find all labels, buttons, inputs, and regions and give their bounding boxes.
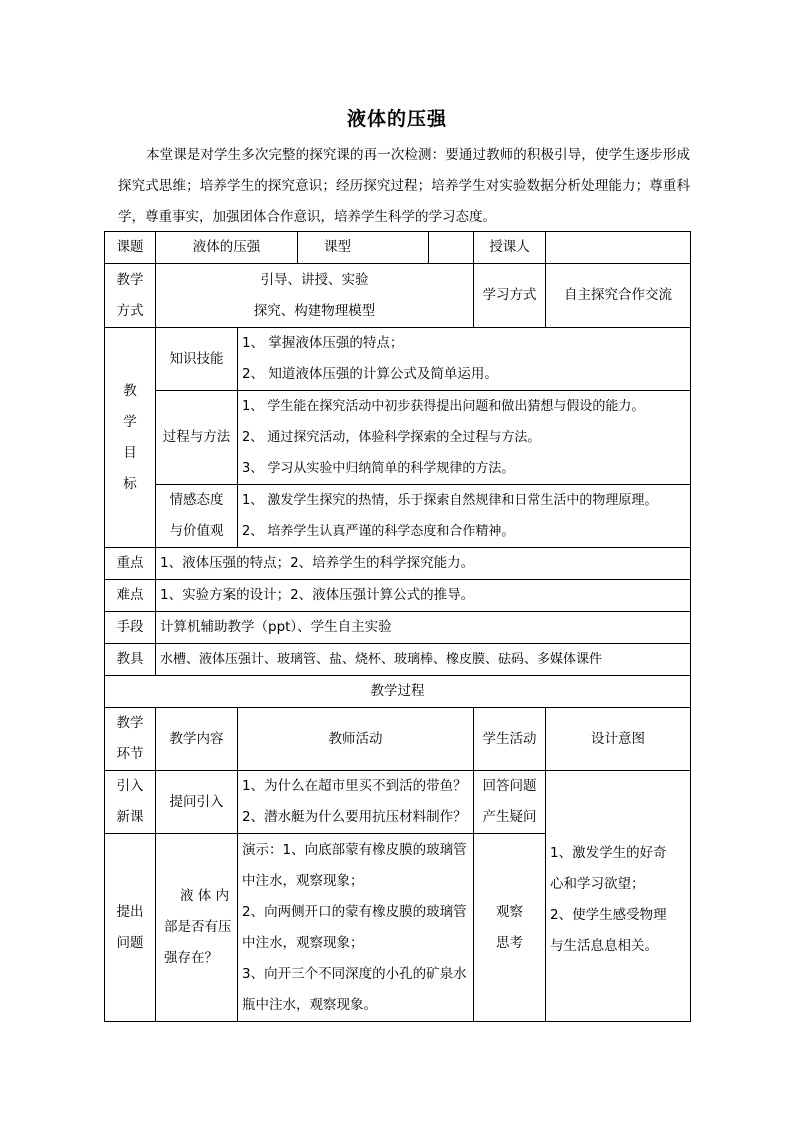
row2-stage-line-2: 问题 (116, 934, 144, 951)
row2-teacher-line-2: 中注水，观察现象； (242, 872, 364, 889)
key-label: 重点 (105, 548, 156, 580)
lesson-plan-table (104, 231, 691, 1022)
method-label (105, 264, 156, 328)
goals-label-char-2: 学 (123, 413, 137, 430)
header-stage-line-1: 教学 (116, 715, 144, 731)
row2-teacher-line-1: 演示：1、向底部蒙有橡皮膜的玻璃管 (242, 841, 467, 858)
topic-label: 课题 (105, 232, 156, 264)
tools-value: 水槽、液体压强计、玻璃管、盐、烧杯、玻璃棒、橡皮膜、砝码、多媒体课件 (156, 644, 691, 676)
method-value (156, 264, 474, 328)
row2-teacher (238, 834, 474, 1022)
learn-value: 自主探究合作交流 (546, 264, 691, 328)
emotion-label-line-2: 与价值观 (169, 523, 224, 539)
knowledge-item-2: 2、 知道液体压强的计算公式及简单运用。 (242, 366, 498, 382)
process-section-title: 教学过程 (105, 676, 691, 708)
row2-content-line-3: 强存在？ (164, 950, 218, 966)
row1-content: 提问引入 (156, 771, 238, 834)
process-row-intro (105, 771, 691, 834)
goals-label-char-1: 教 (123, 382, 137, 399)
process-item-2: 2、 通过探究活动，体验科学探索的全过程与方法。 (242, 430, 541, 445)
goal-row-emotion (105, 485, 691, 548)
document-title: 液体的压强 (346, 108, 447, 130)
row2-student-line-1: 观察 (496, 903, 523, 920)
intent-line-3: 2、使学生感受物理 (550, 907, 667, 923)
row1-teacher-line-2: 2、潜水艇为什么要用抗压材料制作？ (242, 809, 467, 825)
row1-teacher (238, 771, 474, 834)
row2-teacher-line-6: 瓶中注水，观察现象。 (242, 996, 377, 1013)
header-student: 学生活动 (474, 708, 546, 771)
emotion-label-line-1: 情感态度 (169, 492, 224, 508)
process-section-row (105, 676, 691, 708)
info-row-topic (105, 232, 691, 264)
method-label-line-1: 教学 (116, 271, 144, 288)
method-line-2: 探究、构建物理模型 (253, 302, 376, 319)
emotion-item-1: 1、 激发学生探究的热情，乐于探索自然规律和日常生活中的物理原理。 (242, 493, 658, 508)
emotion-items (238, 485, 691, 548)
row2-content-line-1: 液 体 内 (180, 888, 230, 904)
row2-student (474, 834, 546, 1022)
emotion-item-2: 2、 培养学生认真严谨的科学态度和合作精神。 (242, 524, 515, 539)
row1-stage (105, 771, 156, 834)
row2-teacher-line-4: 中注水，观察现象； (242, 934, 364, 951)
topic-value: 液体的压强 (156, 232, 298, 264)
row2-stage (105, 834, 156, 1022)
header-stage (105, 708, 156, 771)
key-row (105, 548, 691, 580)
intent-line-1: 1、激发学生的好奇 (550, 845, 667, 861)
header-teacher: 教师活动 (238, 708, 474, 771)
goals-label-char-3: 目 (123, 444, 137, 461)
row1-student-line-1: 回答问题 (482, 778, 537, 794)
row2-stage-line-1: 提出 (116, 903, 144, 920)
header-intent: 设计意图 (546, 708, 691, 771)
type-value (429, 232, 474, 264)
difficulty-row (105, 580, 691, 612)
goals-label (105, 328, 156, 548)
row2-content-line-2: 部是否有压 (164, 919, 232, 935)
row1-stage-line-2: 新课 (116, 809, 144, 825)
means-row (105, 612, 691, 644)
difficulty-value: 1、实验方案的设计；2、液体压强计算公式的推导。 (156, 580, 691, 612)
process-header-row (105, 708, 691, 771)
difficulty-label: 难点 (105, 580, 156, 612)
process-item-3: 3、 学习从实验中归纳简单的科学规律的方法。 (242, 461, 515, 476)
knowledge-label: 知识技能 (156, 328, 238, 391)
type-label: 课型 (324, 239, 351, 255)
row1-teacher-line-1: 1、为什么在超市里买不到活的带鱼？ (242, 778, 467, 794)
process-label: 过程与方法 (156, 391, 238, 485)
teacher-value (546, 232, 691, 264)
info-row-method (105, 264, 691, 328)
row1-student (474, 771, 546, 834)
intro-paragraph: 本堂课是对学生多次完整的探究课的再一次检测：要通过教师的积极引导，使学生逐步形成探究式思维；培养学生的探究意识；经历探究过程；培养学生对实验数据分析处理能力；尊重科学，尊重事实，加强团体合作意识，培养学生科学的学习态度。 (118, 147, 690, 225)
goals-label-char-4: 标 (123, 475, 137, 492)
process-item-1: 1、 学生能在探究活动中初步获得提出问题和做出猜想与假设的能力。 (242, 399, 645, 414)
process-items (238, 391, 691, 485)
emotion-label (156, 485, 238, 548)
intent-cell (546, 771, 691, 1022)
teacher-label: 授课人 (474, 232, 546, 264)
tools-row (105, 644, 691, 676)
header-content: 教学内容 (156, 708, 238, 771)
tools-label: 教具 (105, 644, 156, 676)
method-line-1: 引导、讲授、实验 (260, 271, 369, 288)
means-label: 手段 (105, 612, 156, 644)
row2-teacher-line-3: 2、向两侧开口的蒙有橡皮膜的玻璃管 (242, 903, 467, 920)
goal-row-process (105, 391, 691, 485)
header-stage-line-2: 环节 (116, 746, 144, 762)
row2-content (156, 834, 238, 1022)
type-cell (298, 232, 429, 264)
goal-row-knowledge (105, 328, 691, 391)
row2-student-line-2: 思考 (496, 934, 523, 951)
knowledge-item-1: 1、 掌握液体压强的特点； (242, 335, 404, 351)
method-label-line-2: 方式 (116, 302, 144, 319)
row1-stage-line-1: 引入 (116, 778, 144, 794)
intent-line-4: 与生活息息相关。 (550, 938, 658, 954)
key-value: 1、液体压强的特点；2、培养学生的科学探究能力。 (156, 548, 691, 580)
row2-teacher-line-5: 3、向开三个不同深度的小孔的矿泉水 (242, 965, 467, 982)
means-value: 计算机辅助教学（ppt）、学生自主实验 (156, 612, 691, 644)
knowledge-items (238, 328, 691, 391)
learn-label: 学习方式 (474, 264, 546, 328)
intent-line-2: 心和学习欲望； (550, 876, 645, 892)
row1-student-line-2: 产生疑问 (482, 809, 537, 825)
